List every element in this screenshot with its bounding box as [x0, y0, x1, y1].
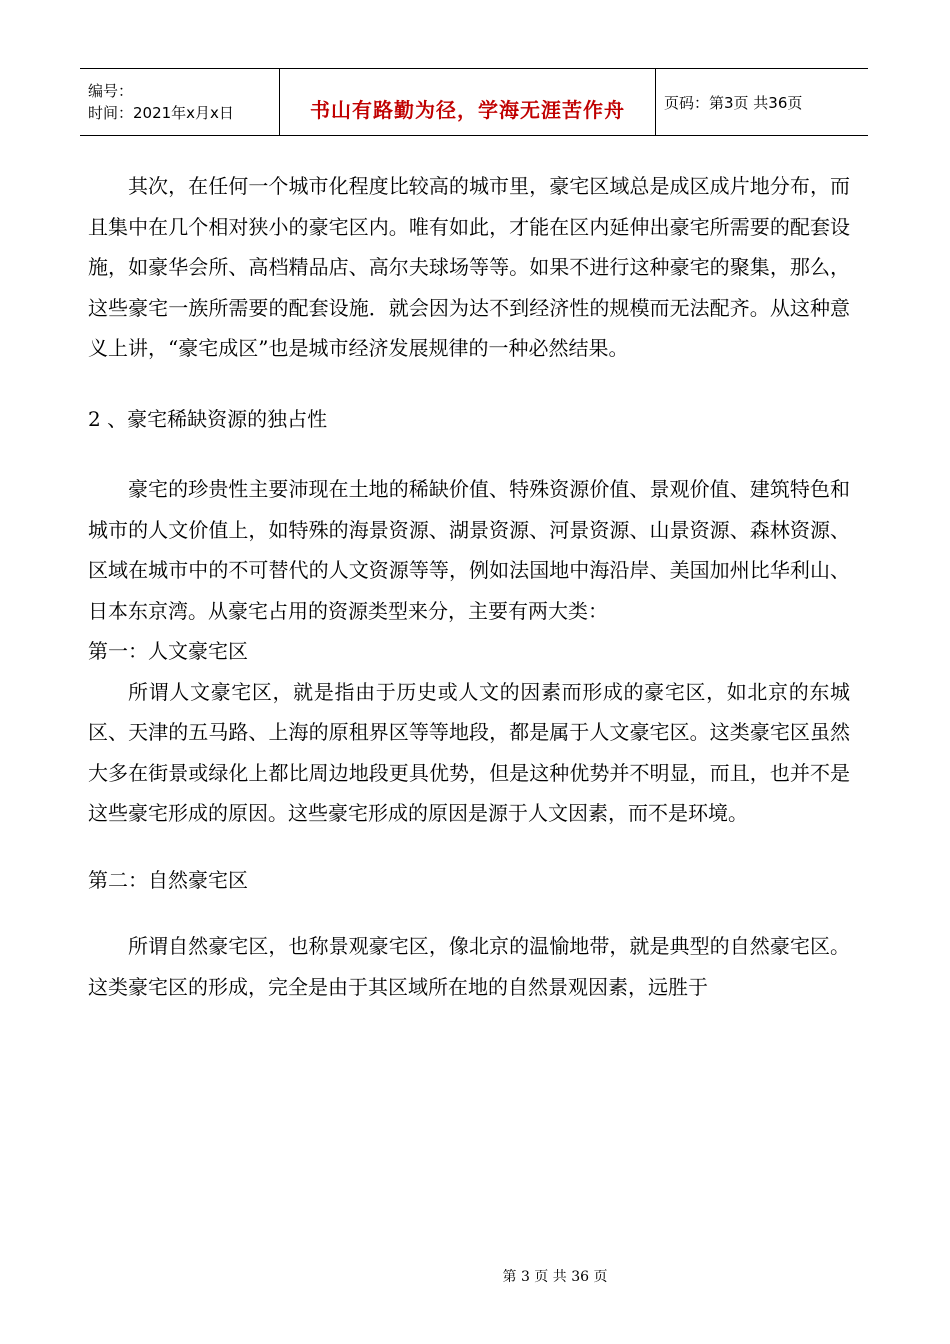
header-table — [80, 68, 868, 136]
header-motto-cell — [280, 69, 656, 135]
paragraph-2: 豪宅的珍贵性主要沛现在土地的稀缺价值、特殊资源价值、景观价值、建筑特色和城市的人文价值上，如特殊的海景资源、湖景资源、河景资源、山景资源、森林资源、区域在城市中的不可替代的人文资源等等，例如法国地中海沿岸、美国加州比华利山、日本东京湾。从豪宅占用的资源类型来分，主要有两大类： — [88, 477, 850, 623]
subheading-1: 第一：人文豪宅区 — [88, 639, 248, 663]
document-body — [88, 166, 850, 1007]
page-footer — [0, 1266, 950, 1286]
page-code: 页码：第3页 共36页 — [664, 93, 803, 112]
header-right-cell — [656, 69, 868, 135]
header-left-cell — [80, 69, 280, 135]
serial-label: 编号： — [88, 82, 134, 100]
section-heading-2: 2 、豪宅稀缺资源的独占性 — [88, 406, 328, 431]
subheading-2: 第二：自然豪宅区 — [88, 867, 248, 892]
motto-text: 书山有路勤为径，学海无涯苦作舟 — [310, 97, 625, 122]
footer-page-number: 第 3 页 共 36 页 — [502, 1269, 608, 1285]
time-label: 时间：2021年x月x日 — [88, 104, 234, 122]
paragraph-1: 其次，在任何一个城市化程度比较高的城市里，豪宅区域总是成区成片地分布，而且集中在几个相对狭小的豪宅区内。唯有如此，才能在区内延伸出豪宅所需要的配套设施，如豪华会所、高档精品店、高尔夫球场等等。如果不进行这种豪宅的聚集，那么，这些豪宅一族所需要的配套设施．就会因为达不到经济性的规模而无法配齐。从这种意义上讲，“豪宅成区”也是城市经济发展规律的一种必然结果。 — [88, 174, 850, 360]
paragraph-4: 所谓自然豪宅区，也称景观豪宅区，像北京的温愉地带，就是典型的自然豪宅区。这类豪宅区的形成，完全是由于其区域所在地的自然景观因素，远胜于 — [88, 934, 850, 999]
paragraph-3: 所谓人文豪宅区，就是指由于历史或人文的因素而形成的豪宅区，如北京的东城区、天津的五马路、上海的原租界区等等地段，都是属于人文豪宅区。这类豪宅区虽然大多在街景或绿化上都比周边地段更具优势，但是这种优势并不明显，而且，也并不是这些豪宅形成的原因。这些豪宅形成的原因是源于人文因素，而不是环境。 — [88, 679, 850, 825]
